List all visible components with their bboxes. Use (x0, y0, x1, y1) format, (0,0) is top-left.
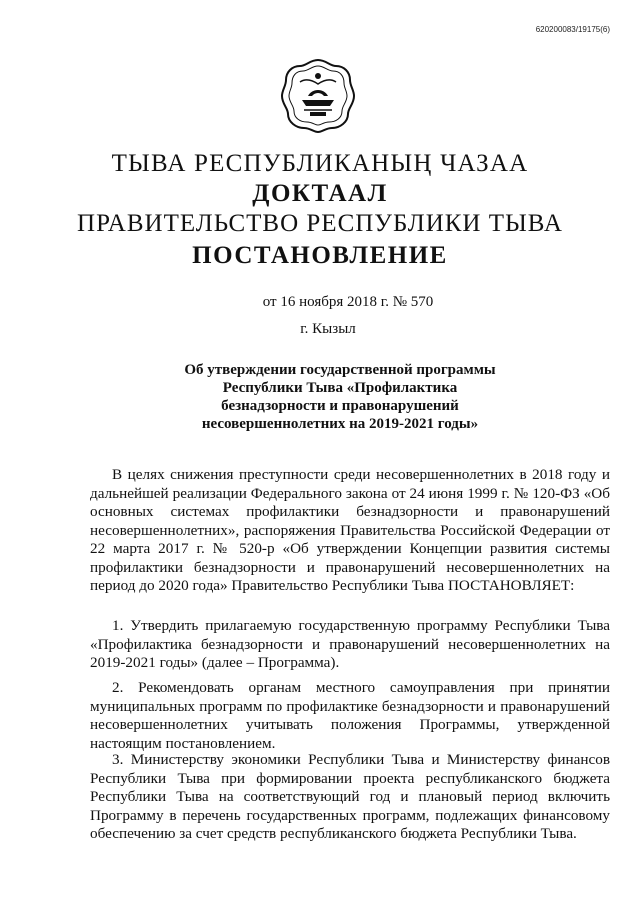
document-city: г. Кызыл (300, 321, 356, 337)
document-title (120, 361, 560, 433)
title-line: несовершеннолетних на 2019-2021 годы» (201, 416, 479, 432)
document-number: 620200083/19175(6) (535, 25, 610, 34)
title-line: безнадзорности и правонарушений (221, 398, 459, 414)
paragraph-text: 2. Рекомендовать органам местного самоуправления при принятии муниципальных программ по профилактике безнадзорности и правонарушений несовершеннолетних учитывать положения Программы, утвержденной настоящим постановлением. (90, 679, 610, 752)
coat-of-arms-tyva-icon (278, 56, 358, 136)
clause-1 (90, 617, 610, 673)
header-government-tyva: ПРАВИТЕЛЬСТВО РЕСПУБЛИКИ ТЫВА (77, 210, 563, 237)
title-line: Республики Тыва «Профилактика (222, 380, 458, 396)
paragraph-text: 3. Министерству экономики Республики Тыва и Министерству финансов Республики Тыва при формировании проекта республиканского бюджета Республики Тыва на соответствующий год и плановый период включить Программу в перечень государственных программ, подлежащих финансовому обеспечению за счет средств республиканского бюджета Республики Тыва. (90, 751, 610, 842)
paragraph-text: 1. Утвердить прилагаемую государственную программу Республики Тыва «Профилактика безнадзорности и правонарушений несовершеннолетних на 2019-2021 годы» (далее – Программа). (90, 617, 610, 671)
header-doktaal: ДОКТААЛ (252, 180, 388, 207)
title-line: Об утверждении государственной программы (184, 362, 496, 378)
document-date: от 16 ноября 2018 г. № 570 (262, 294, 434, 310)
header-tyvan-government: ТЫВА РЕСПУБЛИКАНЫҢ ЧАЗАА (111, 150, 529, 177)
clause-2 (90, 679, 610, 753)
header-postanovlenie: ПОСТАНОВЛЕНИЕ (192, 242, 448, 269)
clause-3 (90, 751, 610, 844)
paragraph-text: В целях снижения преступности среди несовершеннолетних в 2018 году и дальнейшей реализации Федерального закона от 24 июня 1999 г. № 120-ФЗ «Об основных системах профилактики безнадзорности и правонарушений несовершеннолетних», распоряжения Правительства Российской Федерации от 22 марта 2017 г. № 520-р «Об утверждении Концепции развития системы профилактики безнадзорности и правонарушений несовершеннолетних на период до 2020 года» Правительство Республики Тыва ПОСТАНОВЛЯЕТ: (90, 466, 610, 594)
preamble-paragraph (90, 466, 610, 596)
